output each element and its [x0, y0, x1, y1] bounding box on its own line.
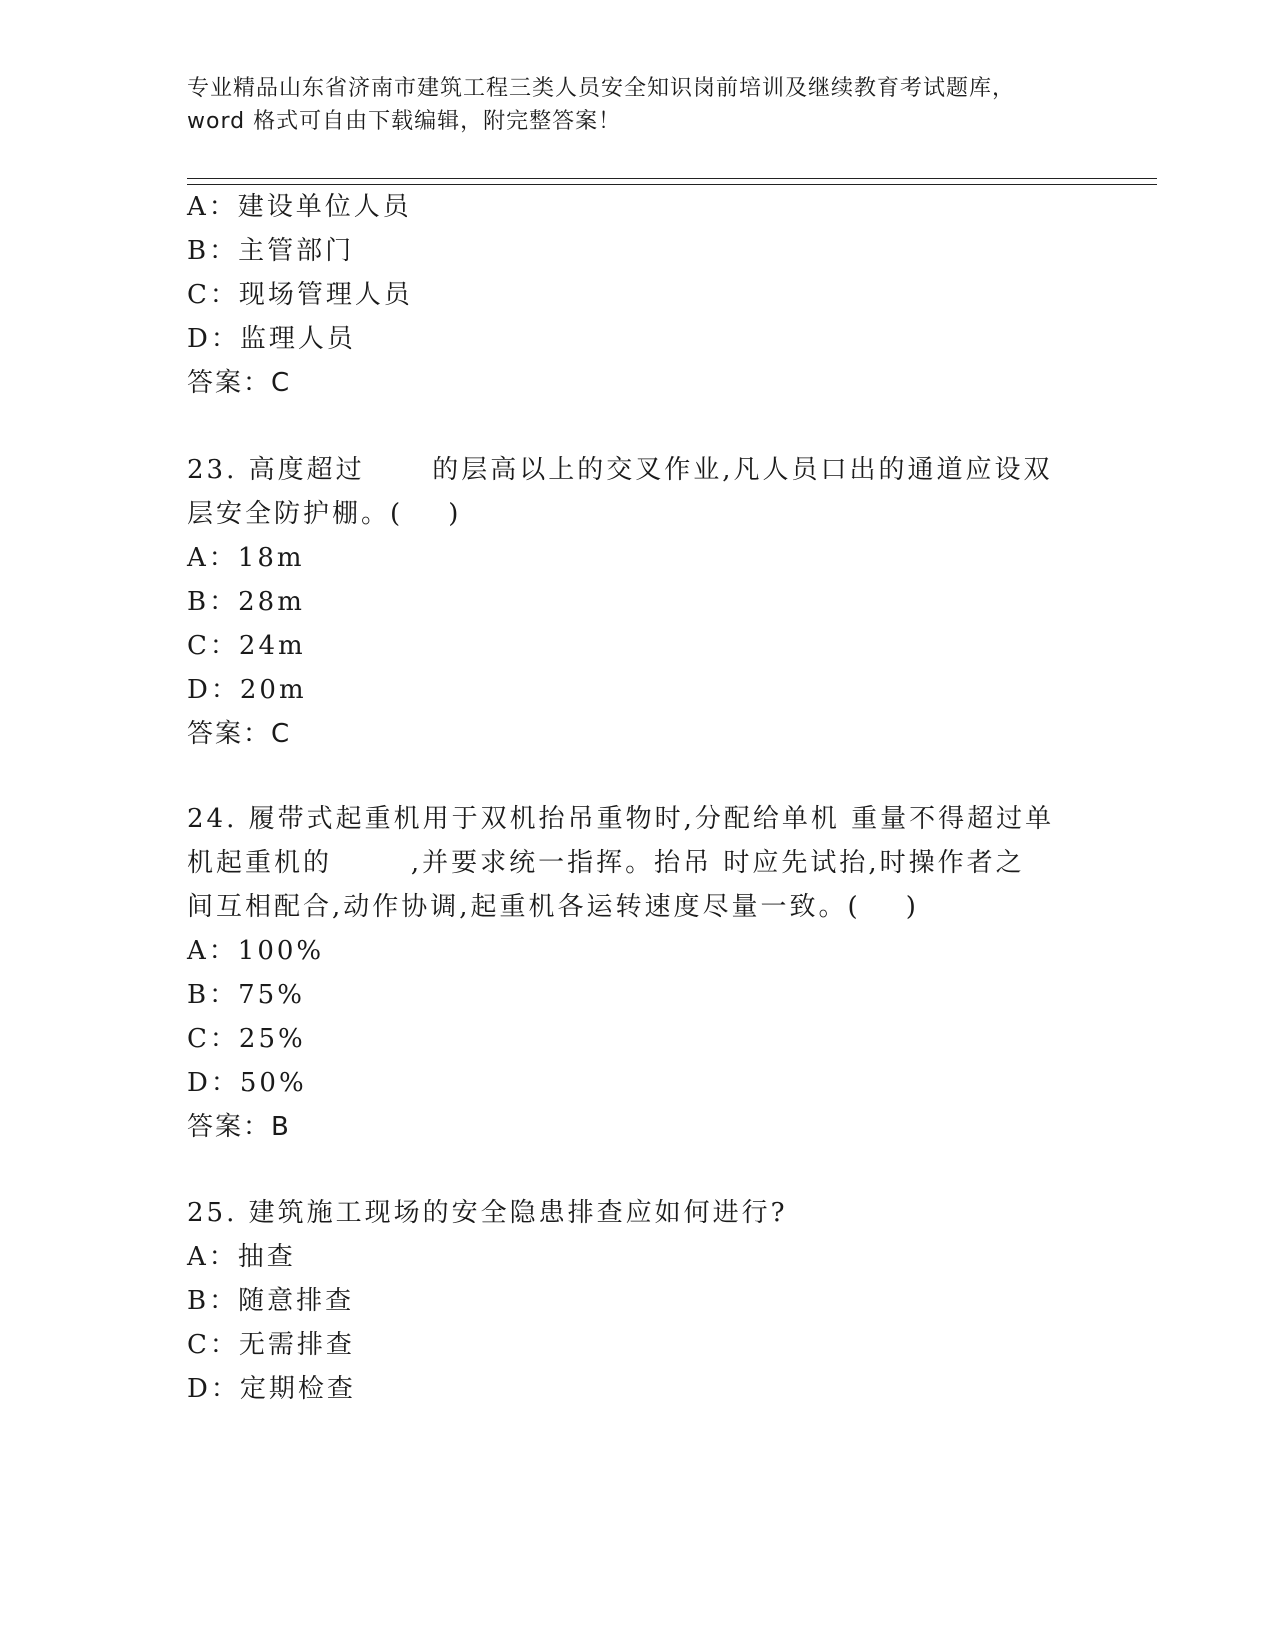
option-text: 抽查	[237, 1242, 296, 1272]
q23-stem-line-1: 23. 高度超过 的层高以上的交叉作业,凡人员口出的通道应设双	[187, 455, 1053, 485]
option-text: 主管部门	[238, 236, 355, 266]
q25-option-c	[187, 1329, 355, 1361]
option-text: 监理人员	[239, 324, 356, 354]
option-key: A：	[187, 543, 238, 573]
q24-answer: 答案：B	[187, 1112, 291, 1142]
option-key: D：	[187, 1374, 240, 1404]
option-text: 随意排查	[238, 1286, 355, 1316]
option-text: 100%	[237, 936, 325, 966]
option-text: 28m	[238, 587, 305, 617]
option-key: B：	[187, 980, 239, 1010]
q25-option-d	[187, 1373, 356, 1405]
q24-option-c	[187, 1023, 306, 1055]
option-text: 无需排查	[238, 1330, 355, 1360]
document-header	[187, 72, 1087, 138]
option-text: 50%	[239, 1068, 307, 1098]
option-text: 25%	[238, 1024, 306, 1054]
q24-stem-line-2: 机起重机的 ,并要求统一指挥。抬吊 时应先试抬,时操作者之	[187, 848, 1025, 878]
q23-stem-line-2: 层安全防护棚。( )	[187, 499, 462, 529]
option-key: D：	[187, 1068, 240, 1098]
option-text: 75%	[238, 980, 305, 1010]
option-key: D：	[187, 324, 240, 354]
header-divider-bottom	[187, 184, 1157, 185]
q22-answer: 答案：C	[187, 368, 292, 398]
q22-option-d	[187, 323, 356, 355]
q23-option-d	[187, 674, 307, 706]
option-text: 24m	[238, 631, 306, 661]
option-key: B：	[187, 1286, 239, 1316]
q23-option-a	[187, 542, 305, 574]
option-key: C：	[187, 1330, 239, 1360]
q23-answer: 答案：C	[187, 719, 292, 749]
option-key: D：	[187, 675, 240, 705]
option-text: 现场管理人员	[238, 280, 413, 310]
option-key: B：	[187, 587, 239, 617]
q22-option-a	[187, 191, 412, 223]
option-key: C：	[187, 280, 239, 310]
q24-stem-line-1: 24. 履带式起重机用于双机抬吊重物时,分配给单机 重量不得超过单	[187, 804, 1055, 834]
q22-option-b	[187, 235, 354, 267]
q24-option-b	[187, 979, 305, 1011]
q23-option-b	[187, 586, 305, 618]
option-key: A：	[187, 936, 238, 966]
option-key: C：	[187, 1024, 239, 1054]
q25-stem-line-1: 25. 建筑施工现场的安全隐患排查应如何进行?	[187, 1198, 788, 1228]
option-key: A：	[187, 1242, 238, 1272]
option-key: A：	[187, 192, 238, 222]
option-text: 定期检查	[239, 1374, 356, 1404]
q24-stem-line-3: 间互相配合,动作协调,起重机各运转速度尽量一致。( )	[187, 892, 919, 922]
option-text: 20m	[239, 675, 307, 705]
q23-option-c	[187, 630, 306, 662]
q22-option-c	[187, 279, 413, 311]
option-text: 建设单位人员	[237, 192, 412, 222]
q25-option-b	[187, 1285, 354, 1317]
option-text: 18m	[237, 543, 305, 573]
q24-option-d	[187, 1067, 307, 1099]
header-divider-top	[187, 178, 1157, 179]
q24-option-a	[187, 935, 324, 967]
header-line-2: word 格式可自由下载编辑，附完整答案！	[187, 109, 622, 134]
header-line-1: 专业精品山东省济南市建筑工程三类人员安全知识岗前培训及继续教育考试题库，	[187, 76, 1016, 101]
option-key: B：	[187, 236, 239, 266]
q25-option-a	[187, 1241, 296, 1273]
option-key: C：	[187, 631, 239, 661]
